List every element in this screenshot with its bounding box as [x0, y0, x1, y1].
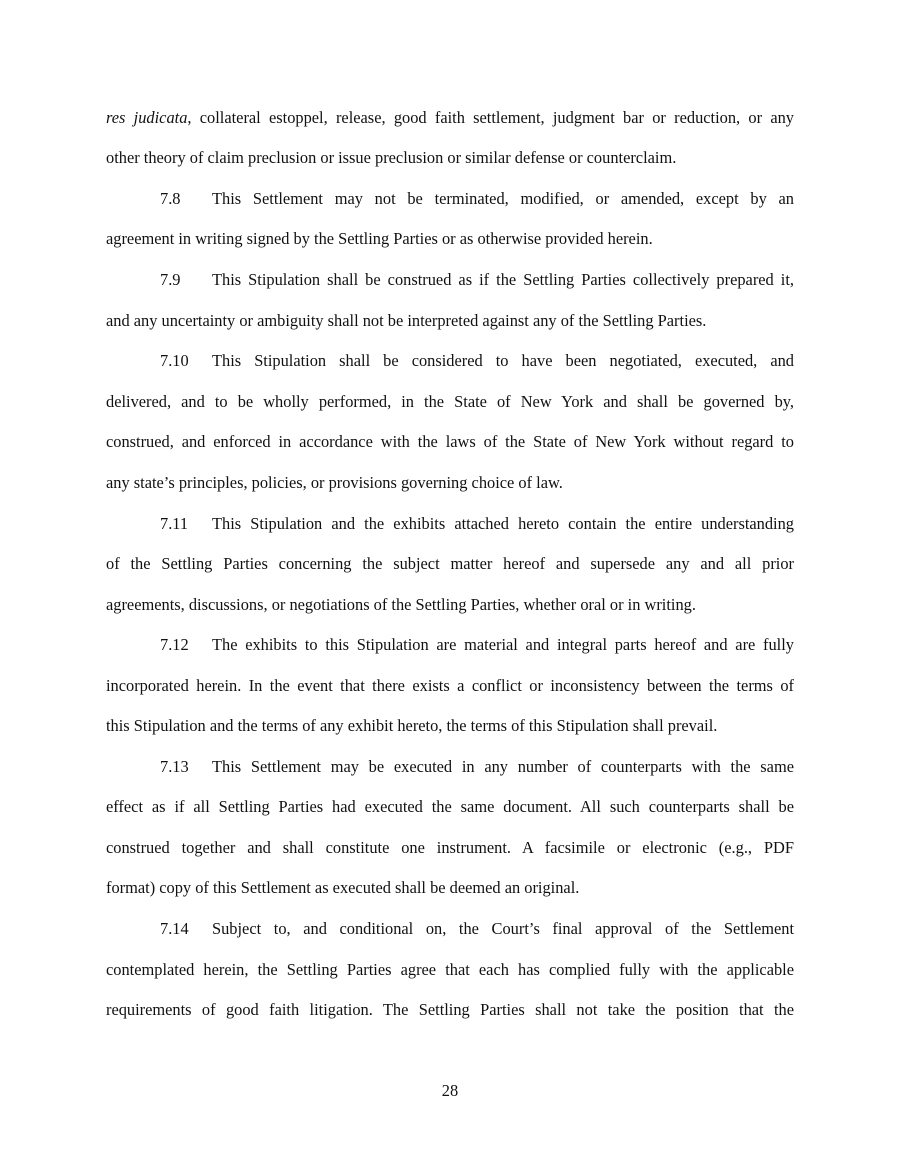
section-number: 7.14	[160, 919, 189, 938]
section-number: 7.8	[160, 189, 181, 208]
italic-term: res judicata	[106, 108, 188, 127]
section-7-14-line-1: 7.14 Subject to, and conditional on, the Court’s final approval of the Settlement	[160, 919, 794, 938]
page-number: 28	[441, 1081, 459, 1100]
section-7-11-line-2: of the Settling Parties concerning the subject matter hereof and supersede any and all prior	[106, 554, 794, 573]
section-7-13-line-1: 7.13 This Settlement may be executed in any number of counterparts with the same	[160, 757, 794, 776]
section-number: 7.13	[160, 757, 189, 776]
section-7-10-line-2: delivered, and to be wholly performed, in the State of New York and shall be governed by,	[106, 392, 794, 411]
section-number: 7.10	[160, 351, 189, 370]
section-7-12-line-2: incorporated herein. In the event that there exists a conflict or inconsistency between the terms of	[106, 676, 794, 695]
section-7-10-line-4: any state’s principles, policies, or provisions governing choice of law.	[106, 473, 563, 492]
paragraph-line: res judicata, collateral estoppel, release, good faith settlement, judgment bar or reduction, or any	[106, 108, 794, 127]
section-number: 7.9	[160, 270, 181, 289]
section-7-9-line-1: 7.9 This Stipulation shall be construed as if the Settling Parties collectively prepared it,	[160, 270, 794, 289]
section-7-11-line-3: agreements, discussions, or negotiations of the Settling Parties, whether oral or in writing.	[106, 595, 696, 614]
section-7-12-line-1: 7.12 The exhibits to this Stipulation are material and integral parts hereof and are fully	[160, 635, 794, 654]
section-number: 7.11	[160, 514, 189, 533]
section-7-10-line-3: construed, and enforced in accordance with the laws of the State of New York without regard to	[106, 432, 794, 451]
section-7-12-line-3: this Stipulation and the terms of any exhibit hereto, the terms of this Stipulation shall prevail.	[106, 716, 718, 735]
section-7-14-line-2: contemplated herein, the Settling Parties agree that each has complied fully with the applicable	[106, 960, 794, 979]
section-7-13-line-4: format) copy of this Settlement as executed shall be deemed an original.	[106, 878, 580, 897]
section-7-10-line-1: 7.10 This Stipulation shall be considered to have been negotiated, executed, and	[160, 351, 794, 370]
section-7-9-line-2: and any uncertainty or ambiguity shall not be interpreted against any of the Settling Parties.	[106, 311, 707, 330]
section-7-8-line-2: agreement in writing signed by the Settling Parties or as otherwise provided herein.	[106, 229, 653, 248]
section-7-13-line-3: construed together and shall constitute one instrument. A facsimile or electronic (e.g., PDF	[106, 838, 794, 857]
section-7-13-line-2: effect as if all Settling Parties had executed the same document. All such counterparts shall be	[106, 797, 794, 816]
section-7-14-line-3: requirements of good faith litigation. The Settling Parties shall not take the position that the	[106, 1000, 794, 1019]
section-number: 7.12	[160, 635, 189, 654]
section-7-8-line-1: 7.8 This Settlement may not be terminated, modified, or amended, except by an	[160, 189, 794, 208]
section-7-11-line-1: 7.11 This Stipulation and the exhibits attached hereto contain the entire understanding	[160, 514, 794, 533]
paragraph-line: other theory of claim preclusion or issue preclusion or similar defense or counterclaim.	[106, 148, 677, 167]
